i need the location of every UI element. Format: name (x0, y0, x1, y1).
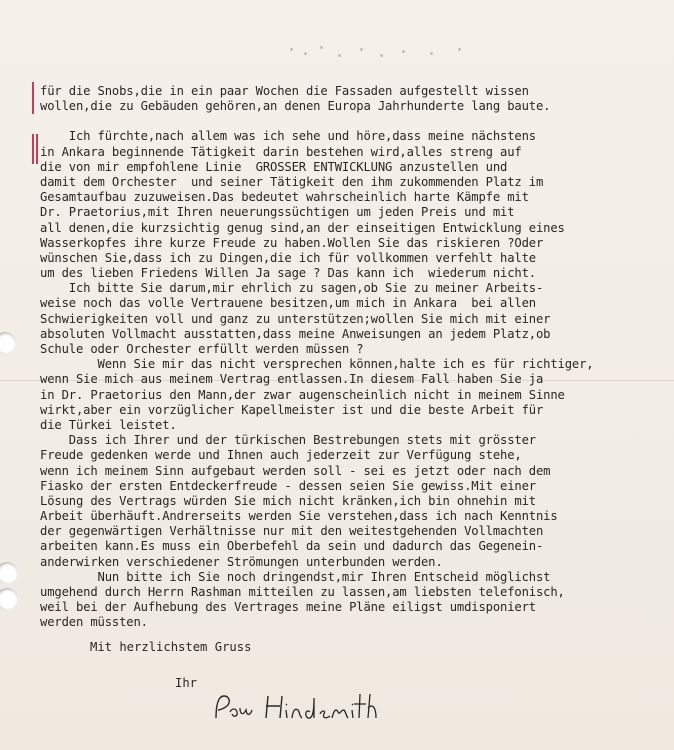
letter-line: Wenn Sie mir das nicht versprechen können,halte ich es für richtiger, (40, 357, 594, 372)
letter-line: werden müssten. (40, 615, 148, 630)
letter-line: damit dem Orchester und seiner Tätigkeit den ihm zukommenden Platz im (40, 174, 544, 189)
margin-mark (32, 82, 34, 114)
letter-line: Schule oder Orchester erfüllt werden müssen ? (40, 342, 364, 356)
letter-line: die von mir empfohlene Linie GROSSER ENTWICKLUNG anzustellen und (40, 159, 508, 174)
letter-line: wollen,die zu Gebäuden gehören,an denen Europa Jahrhunderte lang baute. (40, 99, 551, 114)
letter-line: wünschen Sie,dass ich zu Dingen,die ich für vollkommen verfehlt halte (40, 250, 536, 265)
letter-line: in Dr. Praetorius den Mann,der zwar augenscheinlich nicht in meinem Sinne (40, 387, 565, 402)
signature-image (210, 688, 410, 728)
letter-line: weil bei der Aufhebung des Vertrages meine Pläne eiligst umdisponiert (40, 600, 536, 615)
letter-line: Wasserkopfes ihre kurze Freude zu haben.Wollen Sie das riskieren ?Oder (40, 235, 544, 250)
letter-line: umgehend durch Herrn Rashman mitteilen zu lassen,am liebsten telefonisch, (40, 585, 565, 599)
letter-line: Freude gedenken werde und Ihnen auch jederzeit zur Verfügung stehe, (40, 448, 522, 463)
letter-line: Ich bitte Sie darum,mir ehrlich zu sagen,ob Sie zu meiner Arbeits- (40, 281, 544, 296)
letter-line: arbeiten kann.Es muss ein Oberbefehl da sein und dadurch das Gegenein- (40, 539, 544, 554)
paragraph-gap (40, 114, 660, 129)
letter-line: um des lieben Friedens Willen Ja sage ? Das kann ich wiederum nicht. (40, 266, 536, 281)
letter-line: für die Snobs,die in ein paar Wochen die Fassaden aufgestellt wissen (40, 84, 529, 98)
letter-line: die Türkei leistet. (40, 417, 177, 432)
margin-mark (36, 134, 38, 164)
embossed-dots (290, 42, 490, 62)
letter-line: absoluten Vollmacht ausstatten,dass meine Anweisungen an jedem Platz,ob (40, 326, 551, 341)
letter-body (40, 84, 660, 631)
letter-line: wenn Sie mich aus meinem Vertrag entlassen.In diesem Fall haben Sie ja (40, 372, 544, 387)
punch-hole (0, 332, 16, 354)
letter-line: wirkt,aber ein vorzüglicher Kapellmeister ist und die beste Arbeit für (40, 402, 544, 417)
letter-line: anderwirken verschiedener Strömungen unterbunden werden. (40, 554, 443, 569)
letter-line: Dass ich Ihrer und der türkischen Bestrebungen stets mit grösster (40, 433, 536, 448)
closing-ihr: Ihr (175, 676, 198, 690)
letter-line: Arbeit überhäuft.Andrerseits werden Sie verstehen,dass ich nach Kenntnis (40, 509, 558, 524)
punch-hole (0, 562, 18, 584)
letter-line: Ich fürchte,nach allem was ich sehe und höre,dass meine nächstens (40, 129, 536, 144)
letter-line: Fiasko der ersten Entdeckerfreude - dessen seien Sie gewiss.Mit einer (40, 478, 536, 493)
letter-line: der gegenwärtigen Verhältnisse nur mit den weitestgehenden Vollmachten (40, 524, 544, 539)
letter-line: weise noch das volle Vertrauene besitzen,um mich in Ankara bei allen (40, 296, 536, 311)
letter-line: Schwierigkeiten voll und ganz zu unterstützen;wollen Sie mich mit einer (40, 311, 551, 326)
letter-line: Gesamtaufbau zuzuweisen.Das bedeutet wahrscheinlich harte Kämpfe mit (40, 190, 529, 205)
letter-line: Dr. Praetorius,mit Ihren neuerungssüchtigen um jeden Preis und mit (40, 205, 515, 220)
letter-line: Lösung des Vertrags würden Sie mich nicht kränken,ich bin ohnehin mit (40, 493, 536, 508)
closing-greeting: Mit herzlichstem Gruss (90, 640, 252, 654)
punch-hole (0, 588, 18, 610)
letter-line: all denen,die kurzsichtig genug sind,an der einseitigen Entwicklung eines (40, 220, 565, 235)
margin-mark (32, 134, 34, 164)
letter-line: Nun bitte ich Sie noch dringendst,mir Ihren Entscheid möglichst (40, 569, 551, 584)
letter-line: in Ankara beginnende Tätigkeit darin bestehen wird,alles streng auf (40, 144, 522, 159)
signature (210, 688, 410, 728)
letter-line: wenn ich meinem Sinn aufgebaut werden soll - sei es jetzt oder nach dem (40, 463, 551, 478)
